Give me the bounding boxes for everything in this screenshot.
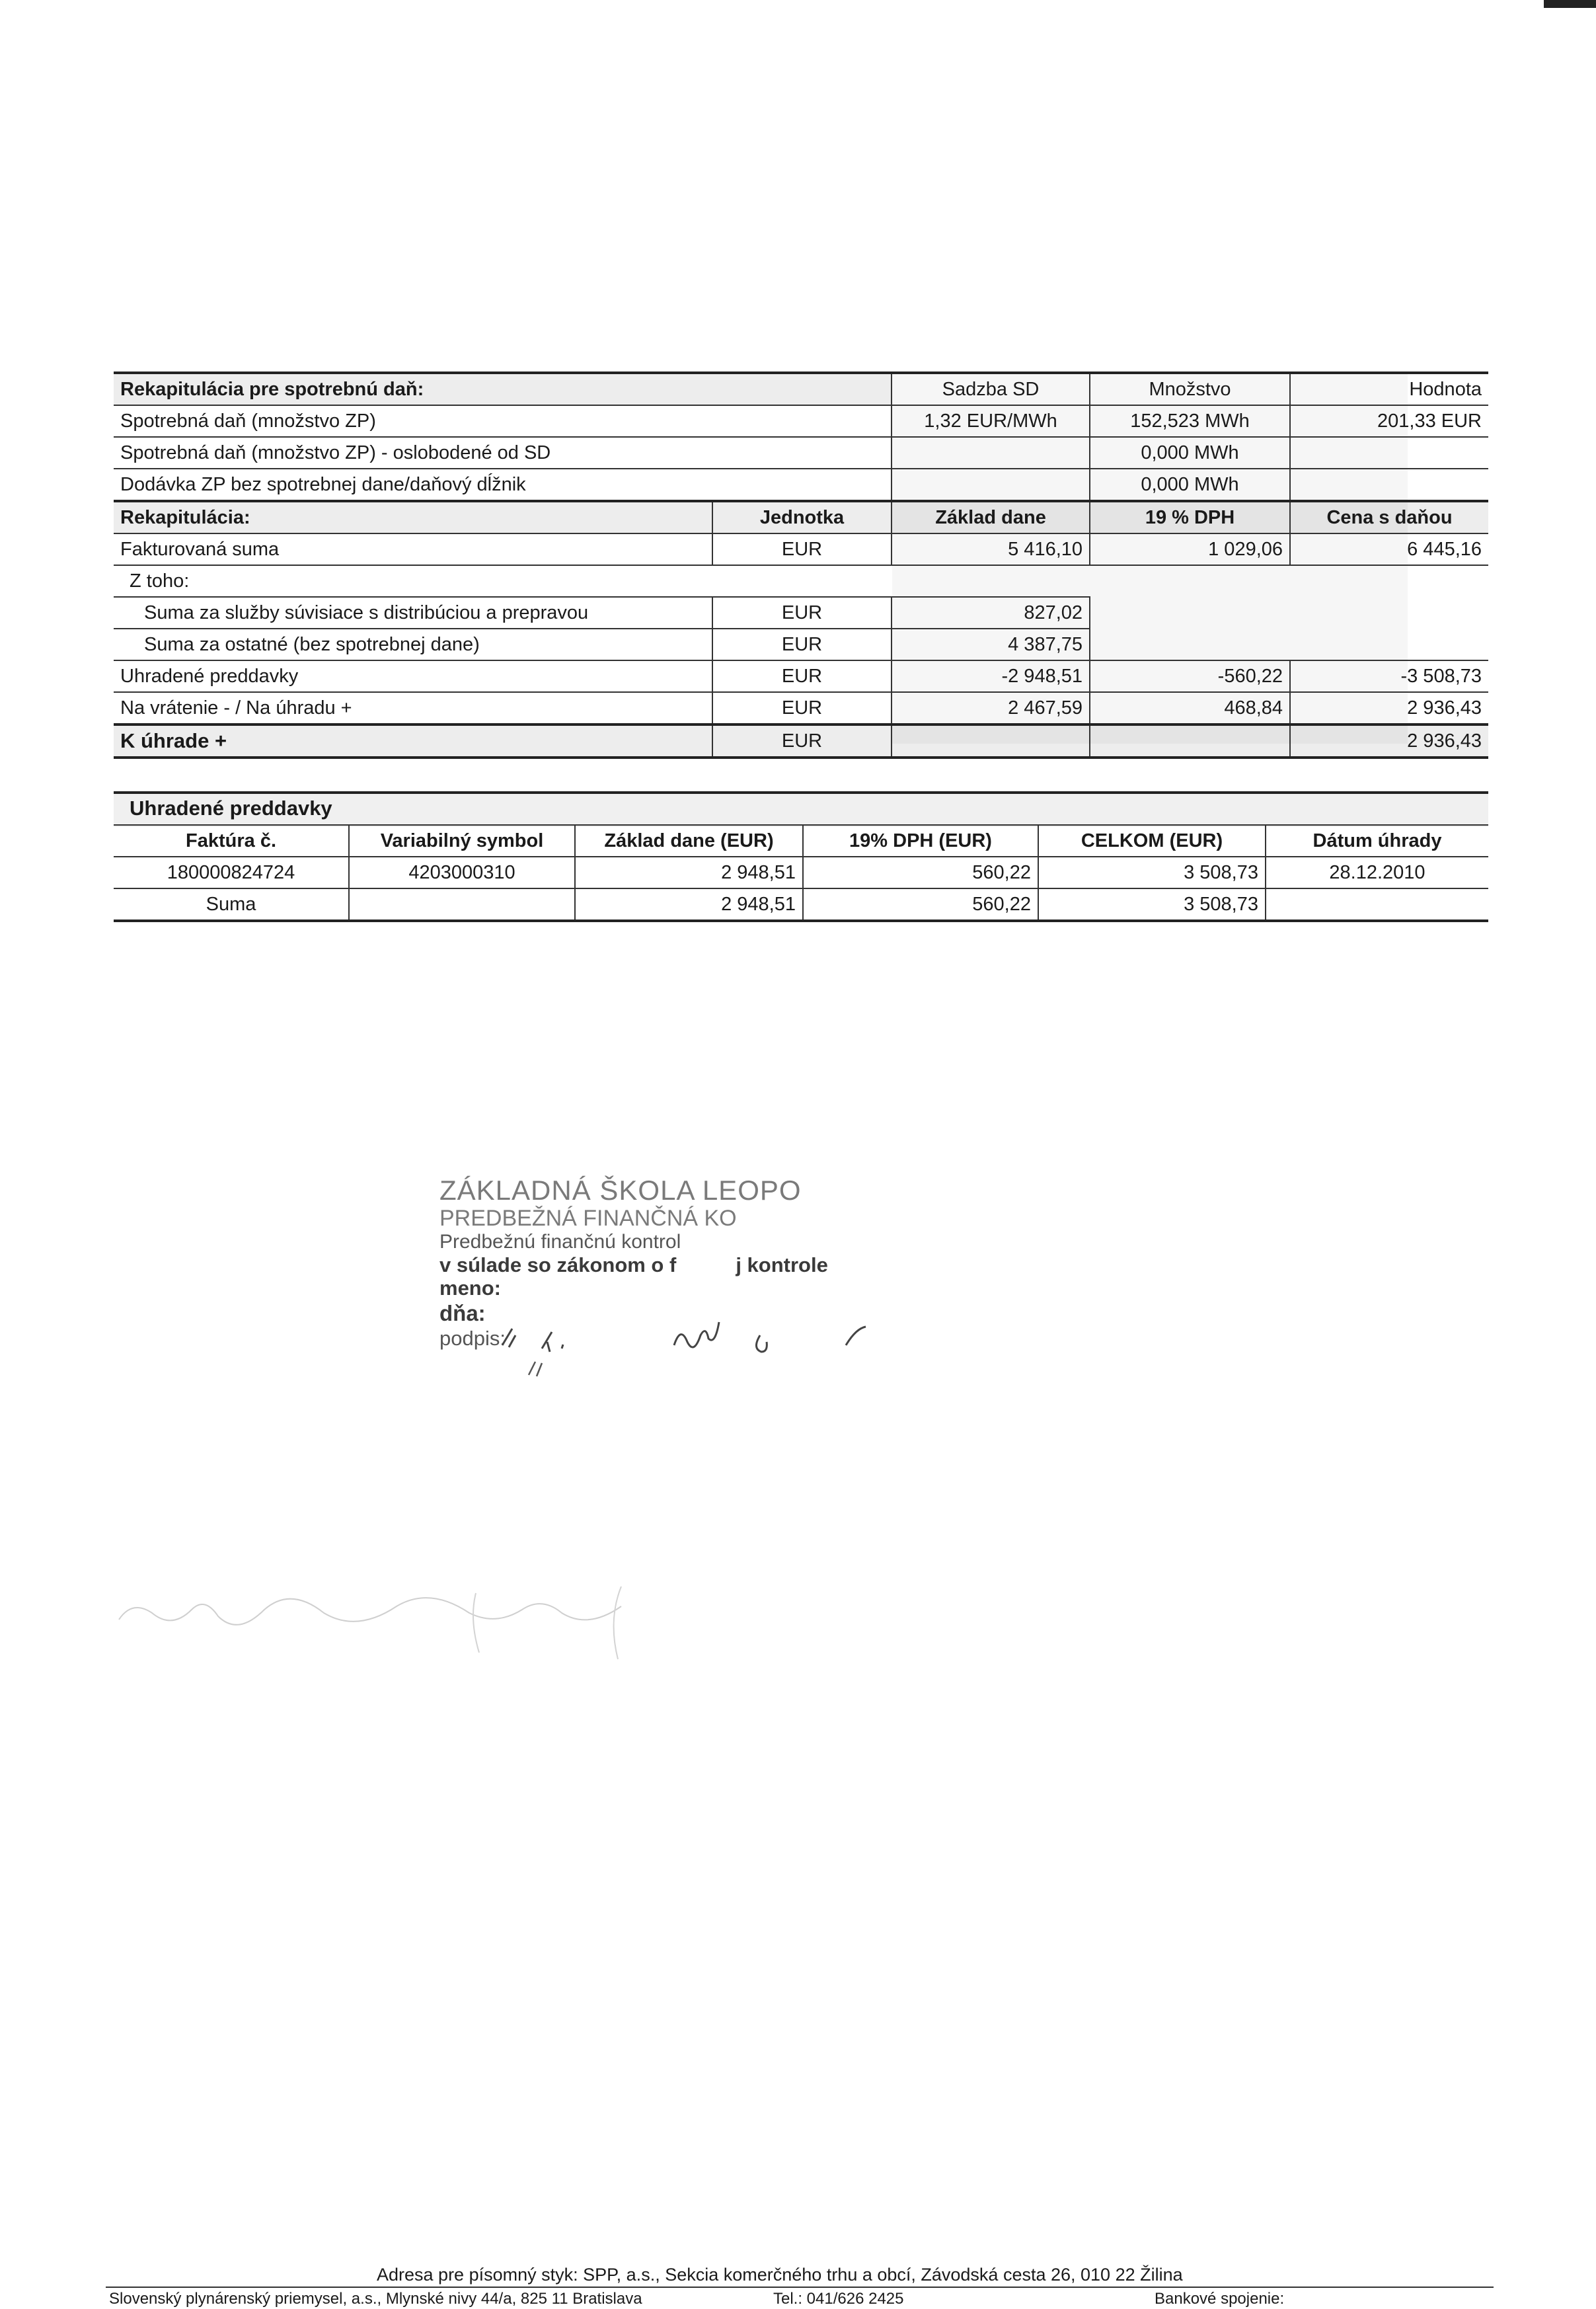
sum-base: 2 948,51 <box>575 888 803 921</box>
stamp-signature-label: podpis: <box>439 1327 506 1350</box>
tax-qty: 0,000 MWh <box>1090 469 1290 501</box>
recap-table <box>114 372 1488 759</box>
footer-company: Slovenský plynárenský priemysel, a.s., Mlynské nivy 44/a, 825 11 Bratislava <box>109 2290 642 2308</box>
tax-value: 201,33 EUR <box>1290 405 1488 437</box>
col-qty-header: Množstvo <box>1090 373 1290 405</box>
recap-title: Rekapitulácia: <box>114 501 712 533</box>
to-pay-row <box>114 724 1488 758</box>
services-row <box>114 597 1488 629</box>
sum-label: Suma <box>114 888 349 921</box>
tax-rate <box>892 437 1090 469</box>
col-rate-header: Sadzba SD <box>892 373 1090 405</box>
col-value-header: Hodnota <box>1290 373 1488 405</box>
unit: EUR <box>712 629 892 660</box>
tax-rate <box>892 469 1090 501</box>
empty-cell <box>1090 724 1290 758</box>
stamp-name-label: meno: <box>439 1276 501 1300</box>
col-date-header: Dátum úhrady <box>1266 825 1488 857</box>
stamp-law-text-end: j kontrole <box>736 1253 828 1276</box>
recap-header-row <box>114 501 1488 533</box>
tax-qty: 152,523 MWh <box>1090 405 1290 437</box>
col-vat-header: 19 % DPH <box>1090 501 1290 533</box>
footer-address: Adresa pre písomný styk: SPP, a.s., Sekcia komerčného trhu a obcí, Závodská cesta 26, 010 22 Žilina <box>377 2265 1183 2285</box>
invoiced-row <box>114 533 1488 565</box>
row-label: Dodávka ZP bez spotrebnej dane/daňový dĺžnik <box>114 469 892 501</box>
unit: EUR <box>712 597 892 629</box>
total: -3 508,73 <box>1290 660 1488 692</box>
empty-cell <box>1090 565 1290 597</box>
vat: -560,22 <box>1090 660 1290 692</box>
empty-cell <box>1290 597 1488 629</box>
empty-cell <box>892 565 1090 597</box>
other-row <box>114 629 1488 660</box>
row-label: Uhradené preddavky <box>114 660 712 692</box>
tax-row <box>114 437 1488 469</box>
row-label: Suma za ostatné (bez spotrebnej dane) <box>114 629 712 660</box>
sum-vat: 560,22 <box>803 888 1038 921</box>
col-total-header: CELKOM (EUR) <box>1038 825 1266 857</box>
refund-row <box>114 692 1488 724</box>
empty-cell <box>1290 629 1488 660</box>
stamp-law-text: v súlade so zákonom o f <box>439 1253 677 1276</box>
payment-date: 28.12.2010 <box>1266 857 1488 888</box>
empty-cell <box>1266 888 1488 921</box>
stamp-line: ZÁKLADNÁ ŠKOLA LEOPO <box>439 1175 802 1206</box>
unit: EUR <box>712 692 892 724</box>
footer-rule <box>106 2287 1494 2288</box>
unit: EUR <box>712 660 892 692</box>
variable-symbol: 4203000310 <box>349 857 575 888</box>
row-label: Fakturovaná suma <box>114 533 712 565</box>
vat: 468,84 <box>1090 692 1290 724</box>
total: 2 936,43 <box>1290 692 1488 724</box>
tax-row <box>114 469 1488 501</box>
base: -2 948,51 <box>892 660 1090 692</box>
total: 3 508,73 <box>1038 857 1266 888</box>
col-base-header: Základ dane (EUR) <box>575 825 803 857</box>
row-label: Spotrebná daň (množstvo ZP) - oslobodené od SD <box>114 437 892 469</box>
tax-qty: 0,000 MWh <box>1090 437 1290 469</box>
vat: 1 029,06 <box>1090 533 1290 565</box>
col-unit-header: Jednotka <box>712 501 892 533</box>
empty-cell <box>712 565 892 597</box>
row-label: Na vrátenie - / Na úhradu + <box>114 692 712 724</box>
col-base-header: Základ dane <box>892 501 1090 533</box>
paid-advances-table <box>114 824 1488 922</box>
unit: EUR <box>712 533 892 565</box>
paid-advances-title-bar <box>114 791 1488 827</box>
tax-value <box>1290 437 1488 469</box>
vat: 560,22 <box>803 857 1038 888</box>
stamp-date-label: dňa: <box>439 1301 486 1325</box>
invoice-number: 180000824724 <box>114 857 349 888</box>
col-total-header: Cena s daňou <box>1290 501 1488 533</box>
empty-cell <box>1290 565 1488 597</box>
empty-cell <box>892 724 1090 758</box>
empty-cell <box>349 888 575 921</box>
col-invoice-header: Faktúra č. <box>114 825 349 857</box>
base: 5 416,10 <box>892 533 1090 565</box>
paid-advances-title: Uhradené preddavky <box>130 797 332 820</box>
col-vs-header: Variabilný symbol <box>349 825 575 857</box>
footer-tel: Tel.: 041/626 2425 <box>773 2290 904 2308</box>
recap-tax-title: Rekapitulácia pre spotrebnú daň: <box>114 373 892 405</box>
paid-header-row <box>114 825 1488 857</box>
stamp-handwriting <box>489 1315 899 1388</box>
recap-tax-header-row <box>114 373 1488 405</box>
footer-bank: Bankové spojenie: <box>1155 2290 1285 2308</box>
row-label: Suma za služby súvisiace s distribúciou a prepravou <box>114 597 712 629</box>
row-label: Spotrebná daň (množstvo ZP) <box>114 405 892 437</box>
scan-corner-mark <box>1544 0 1596 8</box>
to-pay-label: K úhrade + <box>114 724 712 758</box>
base: 2 948,51 <box>575 857 803 888</box>
unit: EUR <box>712 724 892 758</box>
stamp-line <box>439 1255 828 1275</box>
empty-cell <box>1090 597 1290 629</box>
paid-row <box>114 857 1488 888</box>
tax-row <box>114 405 1488 437</box>
total: 6 445,16 <box>1290 533 1488 565</box>
col-vat-header: 19% DPH (EUR) <box>803 825 1038 857</box>
stamp-line: PREDBEŽNÁ FINANČNÁ KO <box>439 1206 737 1231</box>
paid-sum-row <box>114 888 1488 921</box>
stamp-line: Predbežnú finančnú kontrol <box>439 1231 681 1253</box>
base: 2 467,59 <box>892 692 1090 724</box>
base: 4 387,75 <box>892 629 1090 660</box>
to-pay-total: 2 936,43 <box>1290 724 1488 758</box>
of-which-label: Z toho: <box>114 565 712 597</box>
base: 827,02 <box>892 597 1090 629</box>
tax-rate: 1,32 EUR/MWh <box>892 405 1090 437</box>
of-which-row <box>114 565 1488 597</box>
faint-signature <box>106 1573 674 1672</box>
empty-cell <box>1090 629 1290 660</box>
sum-total: 3 508,73 <box>1038 888 1266 921</box>
tax-value <box>1290 469 1488 501</box>
advances-row <box>114 660 1488 692</box>
